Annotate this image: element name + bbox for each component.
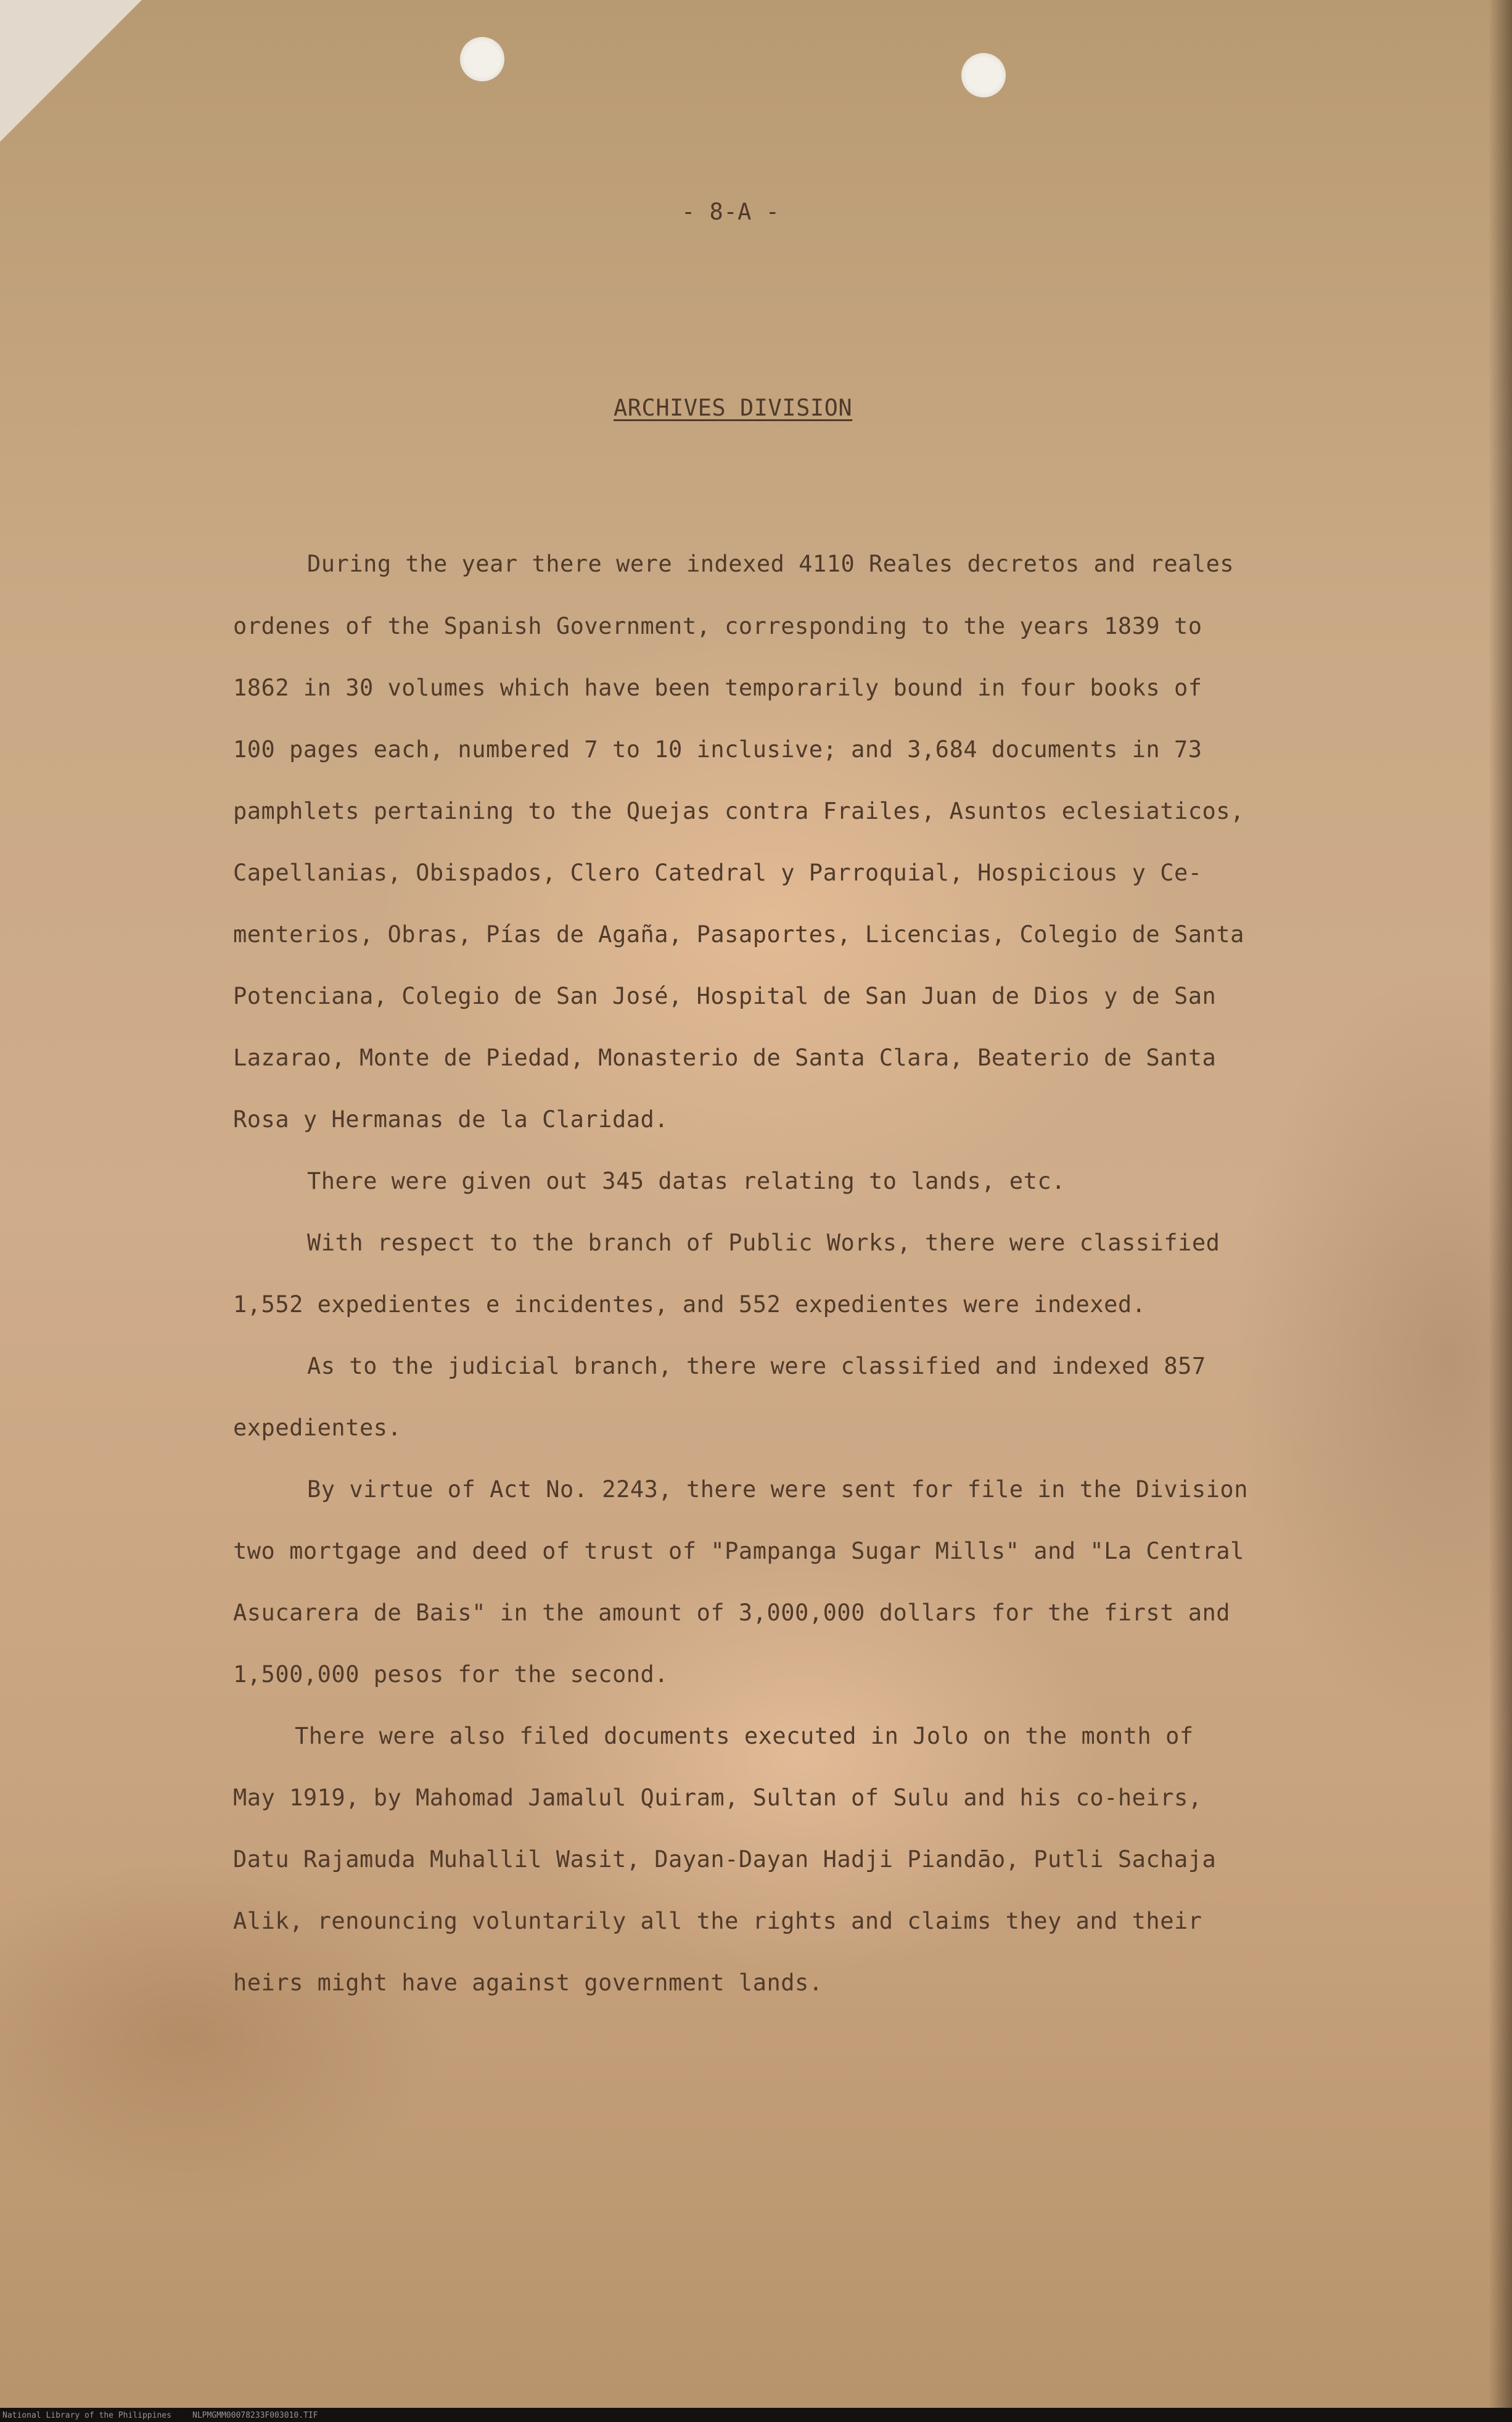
body-line: two mortgage and deed of trust of "Pampanga Sugar Mills" and "La Central [233, 1538, 1244, 1564]
body-line: pamphlets pertaining to the Quejas contra Frailes, Asuntos eclesiaticos, [233, 798, 1244, 824]
body-line: Lazarao, Monte de Piedad, Monasterio de Santa Clara, Beaterio de Santa [233, 1045, 1217, 1071]
page-number: - 8-A - [681, 199, 780, 225]
punch-hole-right [961, 53, 1006, 97]
body-line: By virtue of Act No. 2243, there were sent for file in the Division [307, 1476, 1248, 1503]
body-line: 1862 in 30 volumes which have been temporarily bound in four books of [233, 675, 1202, 701]
torn-corner [0, 0, 142, 142]
body-line: Datu Rajamuda Muhallil Wasit, Dayan-Dayan Hadji Piandāo, Putli Sachaja [233, 1846, 1217, 1873]
scan-footer [0, 2408, 1512, 2422]
body-line: Alik, renouncing voluntarily all the rights and claims they and their [233, 1908, 1202, 1934]
body-line: With respect to the branch of Public Works, there were classified [307, 1229, 1220, 1256]
body-line: Rosa y Hermanas de la Claridad. [233, 1106, 669, 1133]
body-line: There were given out 345 datas relating to lands, etc. [307, 1168, 1066, 1194]
body-line: May 1919, by Mahomad Jamalul Quiram, Sultan of Sulu and his co-heirs, [233, 1784, 1202, 1811]
body-line: Capellanias, Obispados, Clero Catedral y Parroquial, Hospicious y Ce- [233, 860, 1202, 886]
body-line: 1,552 expedientes e incidentes, and 552 expedientes were indexed. [233, 1291, 1146, 1318]
body-line: ordenes of the Spanish Government, corresponding to the years 1839 to [233, 613, 1202, 639]
body-line: 100 pages each, numbered 7 to 10 inclusive; and 3,684 documents in 73 [233, 736, 1202, 763]
body-line: During the year there were indexed 4110 Reales decretos and reales [307, 551, 1235, 577]
body-line: 1,500,000 pesos for the second. [233, 1661, 669, 1688]
body-line: Potenciana, Colegio de San José, Hospital de San Juan de Dios y de San [233, 983, 1217, 1009]
body-line: There were also filed documents executed in Jolo on the month of [295, 1723, 1194, 1749]
page-edge-shadow [1489, 0, 1512, 2408]
body-line: expedientes. [233, 1414, 402, 1441]
body-line: menterios, Obras, Pías de Agaña, Pasaportes, Licencias, Colegio de Santa [233, 921, 1244, 948]
footer-library-label: National Library of the Philippines [2, 2411, 171, 2420]
body-line: Asucarera de Bais" in the amount of 3,000,000 dollars for the first and [233, 1599, 1231, 1626]
body-line: heirs might have against government lands. [233, 1969, 823, 1996]
footer-file-name: NLPMGMM00078233F003010.TIF [192, 2411, 318, 2420]
punch-hole-left [460, 37, 504, 81]
section-heading: ARCHIVES DIVISION [614, 395, 853, 421]
body-line: As to the judicial branch, there were classified and indexed 857 [307, 1353, 1206, 1379]
